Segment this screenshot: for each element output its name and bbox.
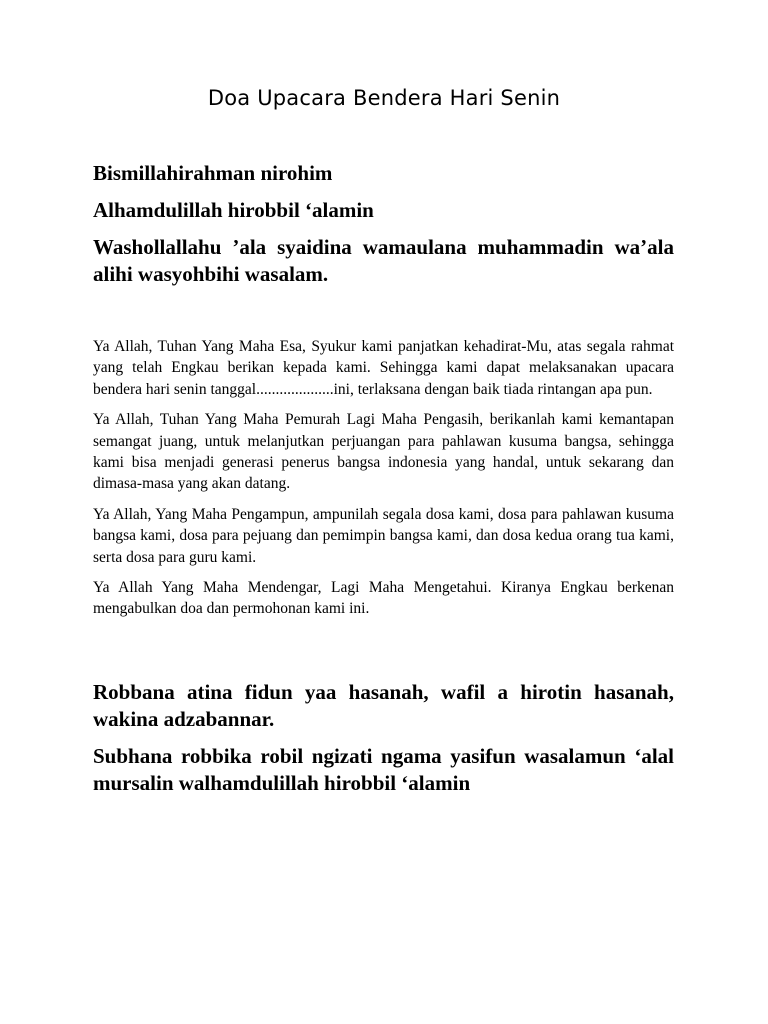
closing-line-subhana: Subhana robbika robil ngizati ngama yasifun wasalamun ‘alal mursalin walhamdulillah hirobbil ‘alamin [93,744,674,795]
body-paragraph-spirit: Ya Allah, Tuhan Yang Maha Pemurah Lagi Maha Pengasih, berikanlah kami kemantapan semangat juang, untuk melanjutkan perjuangan para pahlawan kusuma bangsa, sehingga kami bisa menjadi generasi penerus bangsa indonesia yang handal, untuk sekarang dan dimasa-masa yang akan datang. [93,411,674,493]
opening-line-bismillah: Bismillahirahman nirohim [93,161,333,185]
closing-line-robbana: Robbana atina fidun yaa hasanah, wafil a hirotin hasanah, wakina adzabannar. [93,680,674,731]
body-paragraph-gratitude: Ya Allah, Tuhan Yang Maha Esa, Syukur kami panjatkan kehadirat-Mu, atas segala rahmat yang telah Engkau berikan kepada kami. Sehingga kami dapat melaksanakan upacara bendera hari senin tanggal....................ini, terlaksana dengan baik tiada rintangan apa pun. [93,338,674,398]
body-paragraph-forgiveness: Ya Allah, Yang Maha Pengampun, ampunilah segala dosa kami, dosa para pahlawan kusuma bangsa kami, dosa para pejuang dan pemimpin bangsa kami, dan dosa kedua orang tua kami, serta dosa para guru kami. [93,505,674,566]
prayer-body [93,336,674,629]
document-title: Doa Upacara Bendera Hari Senin [207,86,561,110]
opening-prayer [93,160,674,298]
opening-line-sholawat: Washollallahu ’ala syaidina wamaulana muhammadin wa’ala alihi wasyohbihi wasalam. [93,235,674,286]
opening-line-alhamdulillah: Alhamdulillah hirobbil ‘alamin [93,198,374,222]
closing-prayer [93,679,674,807]
body-paragraph-request: Ya Allah Yang Maha Mendengar, Lagi Maha Mengetahui. Kiranya Engkau berkenan mengabulkan doa dan permohonan kami ini. [93,579,674,618]
